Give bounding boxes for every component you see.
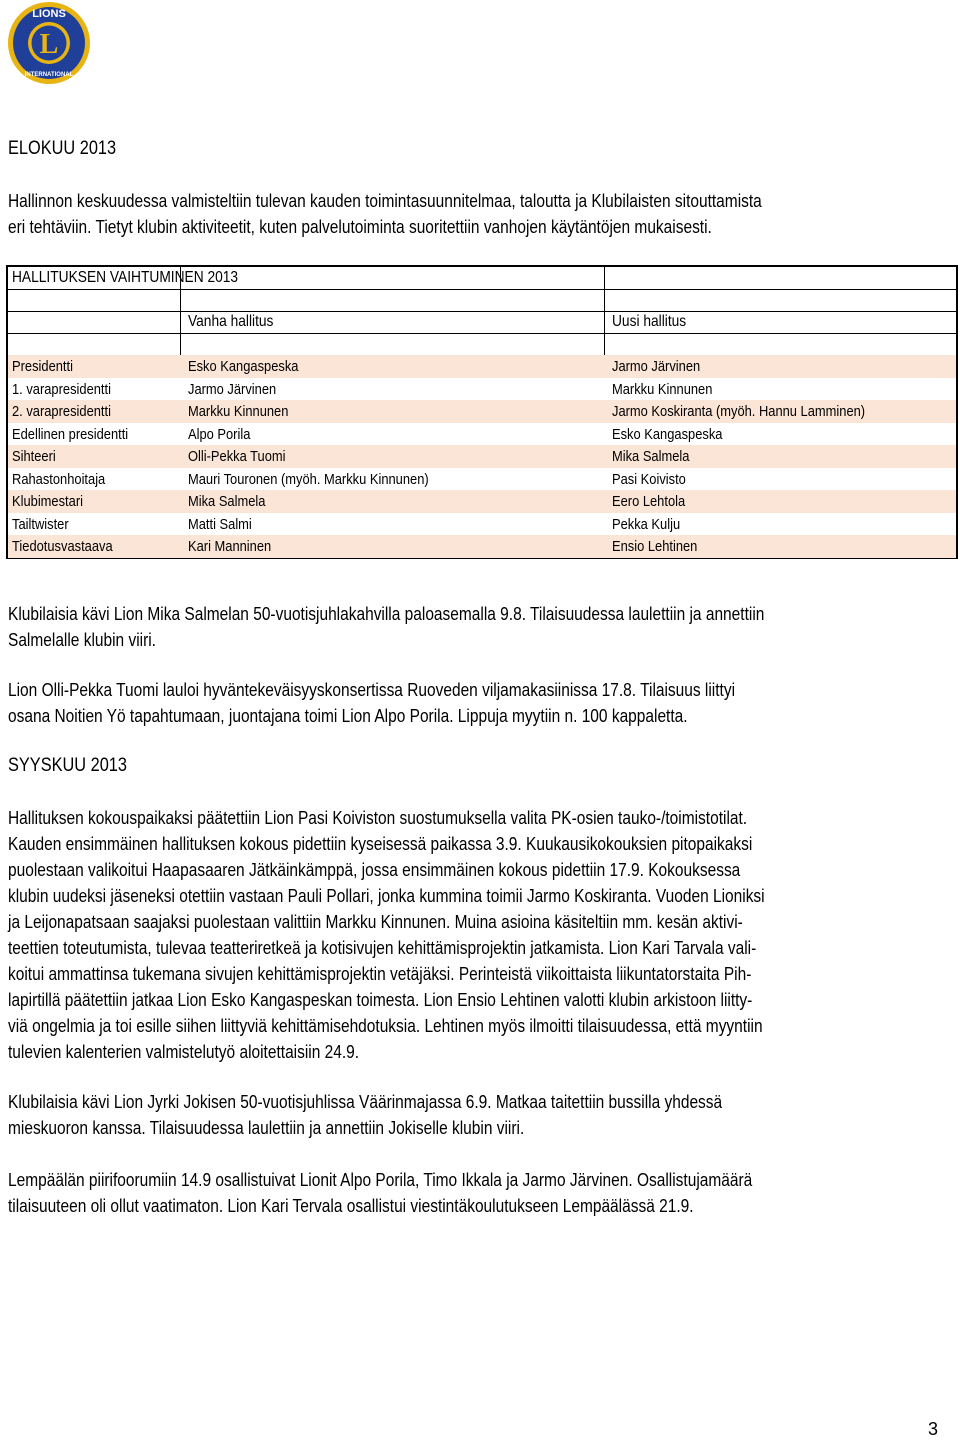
paragraph-meetings (8, 805, 765, 1065)
text-line: Klubilaisia kävi Lion Jyrki Jokisen 50-vuotisjuhlissa Väärinmajassa 6.9. Matkaa taitettiin bussilla yhdessä (8, 1092, 723, 1112)
new-member-cell: Ensio Lehtinen (612, 538, 698, 555)
text-line: Hallituksen kokouspaikaksi päätettiin Lion Pasi Koiviston suostumuksella valita PK-osien tauko-/toimistotilat. (8, 808, 748, 828)
table-row-shade (8, 445, 956, 468)
old-member-cell: Esko Kangaspeska (188, 358, 299, 375)
text-line: klubin uudeksi jäseneksi otettiin vastaan Pauli Pollari, jonka kummina toimii Jarmo Koskiranta. Vuoden Lioniksi (8, 886, 765, 906)
new-member-cell: Pasi Koivisto (612, 470, 686, 488)
old-member-cell: Markku Kinnunen (188, 403, 289, 420)
paragraph-salmela (8, 601, 764, 653)
text-line: lapirtillä päätettiin jatkaa Lion Esko Kangaspeskan toimesta. Lion Ensio Lehtinen valotti klubin arkistoon liitty- (8, 990, 753, 1010)
new-member-cell: Jarmo Koskiranta (myöh. Hannu Lamminen) (612, 403, 866, 420)
role-cell: Tiedotusvastaava (12, 538, 113, 555)
text-line: tulevien kalenterien valmistelutyö aloitettaisiin 24.9. (8, 1042, 360, 1062)
grid-line (8, 311, 956, 312)
new-member-cell: Pekka Kulju (612, 515, 681, 533)
new-member-cell: Mika Salmela (612, 448, 690, 465)
page-number: 3 (927, 1419, 938, 1439)
text-line: eri tehtäviin. Tietyt klubin aktiviteetit, kuten palvelutoiminta suoritettiin vanhojen käytäntöjen mukaisesti. (8, 217, 712, 237)
role-cell: Edellinen presidentti (12, 425, 129, 443)
role-cell: Klubimestari (12, 493, 83, 510)
paragraph-piirifoorumi (8, 1167, 752, 1219)
role-cell: Sihteeri (12, 448, 56, 465)
role-cell: Tailtwister (12, 515, 69, 533)
text-line: Hallinnon keskuudessa valmisteltiin tulevan kauden toimintasuunnitelmaa, taloutta ja Klubilaisten sitouttamista (8, 191, 762, 211)
text-line: puolestaan valikoitui Haapasaaren Jätkäinkämppä, jossa ensimmäinen kokous pidettiin 17.9. Kokouksessa (8, 860, 741, 880)
text-line: Klubilaisia kävi Lion Mika Salmelan 50-vuotisjuhlakahvilla paloasemalla 9.8. Tilaisuudessa laulettiin ja annettiin (8, 604, 765, 624)
text-line: teettien toteutumista, tulevaa teatteriretkeä ja kotisivujen kehittämisprojektin jatkamista. Lion Kari Tarvala vali- (8, 938, 757, 958)
text-line: osana Noitien Yö tapahtumaan, juontajana toimi Lion Alpo Porila. Lippuja myytiin n. 100 kappaletta. (8, 706, 688, 726)
old-member-cell: Matti Salmi (188, 515, 252, 533)
grid-line (8, 333, 956, 334)
logo-letter: L (39, 29, 59, 60)
role-cell: Presidentti (12, 358, 73, 375)
text-line: Lion Olli-Pekka Tuomi lauloi hyväntekeväisyyskonsertissa Ruoveden viljamakasiinissa 17.8. Tilaisuus liittyi (8, 680, 736, 700)
section-heading-elokuu: ELOKUU 2013 (8, 138, 117, 159)
old-member-cell: Alpo Porila (188, 425, 251, 443)
new-member-cell: Jarmo Järvinen (612, 358, 701, 375)
paragraph-tuomi (8, 677, 735, 729)
role-cell: 1. varapresidentti (12, 380, 111, 398)
column-header-new: Uusi hallitus (612, 313, 687, 330)
section-heading-syyskuu: SYYSKUU 2013 (8, 755, 127, 776)
table-row-shade (8, 535, 956, 558)
text-line: Lempäälän piirifoorumiin 14.9 osallistuivat Lionit Alpo Porila, Timo Ikkala ja Jarmo Järvinen. Osallistujamäärä (8, 1170, 753, 1190)
role-cell: 2. varapresidentti (12, 403, 111, 420)
paragraph-jokinen (8, 1089, 722, 1141)
grid-line (8, 289, 956, 290)
column-header-old: Vanha hallitus (188, 313, 274, 330)
logo-top-text: LIONS (32, 8, 66, 20)
new-member-cell: Eero Lehtola (612, 493, 686, 510)
logo-bottom-text: INTERNATIONAL (24, 72, 74, 78)
board-change-table (6, 265, 958, 559)
text-line: Salmelalle klubin viiri. (8, 630, 156, 650)
text-line: ja Leijonapatsaan saajaksi puolestaan valittiin Markku Kinnunen. Muina asioina käsiteltiin mm. kesän aktivi- (8, 912, 743, 932)
table-title: HALLITUKSEN VAIHTUMINEN 2013 (12, 269, 239, 286)
old-member-cell: Mika Salmela (188, 493, 266, 510)
text-line: mieskuoron kanssa. Tilaisuudessa laulettiin ja annettiin Jokiselle klubin viiri. (8, 1118, 525, 1138)
grid-line (604, 267, 605, 355)
old-member-cell: Olli-Pekka Tuomi (188, 448, 286, 465)
text-line: Kauden ensimmäinen hallituksen kokous pidettiin kyseisessä paikassa 3.9. Kuukausikokouksien pitopaikaksi (8, 834, 753, 854)
new-member-cell: Markku Kinnunen (612, 380, 713, 398)
table-row-shade (8, 355, 956, 378)
text-line: viä ongelmia ja toi esille siihen liittyviä kehittämisehdotuksia. Lehtinen myös ilmoitti tilaisuudessa, että myyntiin (8, 1016, 763, 1036)
intro-paragraph (8, 188, 762, 240)
new-member-cell: Esko Kangaspeska (612, 425, 723, 443)
old-member-cell: Kari Manninen (188, 538, 272, 555)
text-line: koitui ammattinsa tukemana sivujen kehittämisprojektin vetäjäksi. Perinteistä viikoittaista liikuntatorstaita Pih- (8, 964, 752, 984)
text-line: tilaisuuteen oli ollut vaatimaton. Lion Kari Tervala osallistui viestintäkoulutukseen Lempäälässä 21.9. (8, 1196, 694, 1216)
old-member-cell: Jarmo Järvinen (188, 380, 277, 398)
lions-logo (4, 0, 94, 86)
old-member-cell: Mauri Touronen (myöh. Markku Kinnunen) (188, 470, 429, 488)
table-row-shade (8, 490, 956, 513)
role-cell: Rahastonhoitaja (12, 470, 106, 488)
